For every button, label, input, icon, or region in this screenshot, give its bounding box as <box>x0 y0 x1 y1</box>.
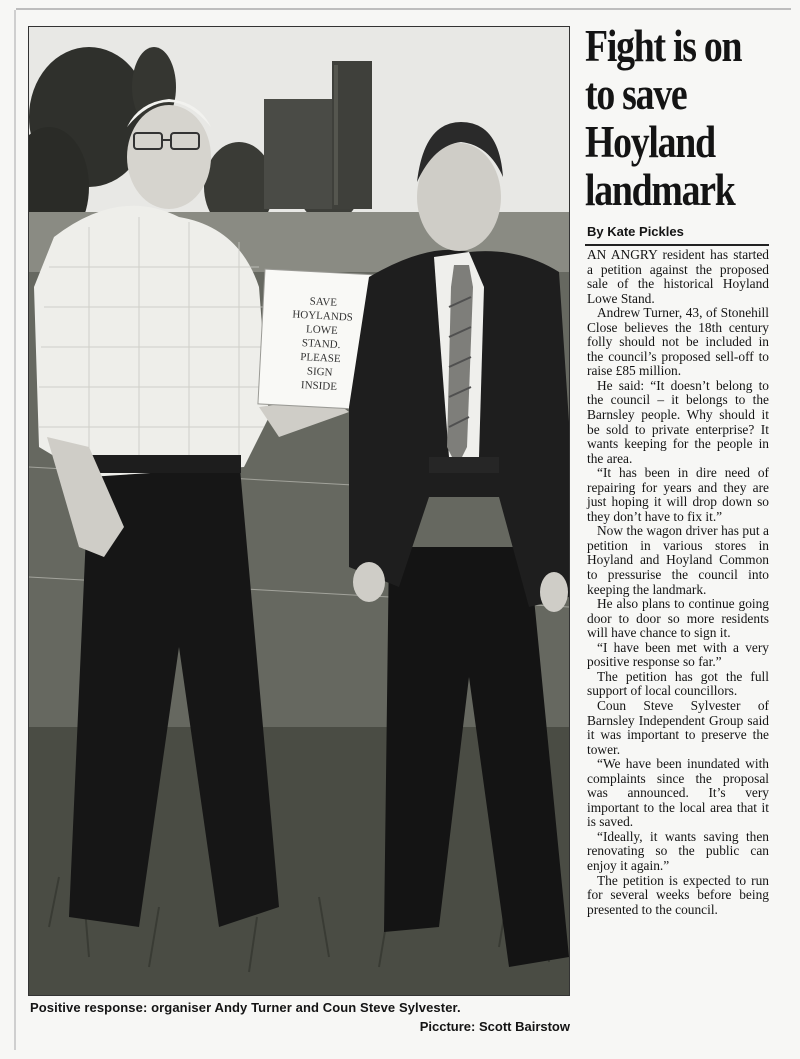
headline-line: Hoyland <box>585 117 715 167</box>
sign-text-line: INSIDE <box>300 379 338 393</box>
sign-text-line: STAND. <box>301 337 341 352</box>
photo-credit: Piccture: Scott Bairstow <box>419 1019 570 1034</box>
clipping-edge-left <box>14 10 16 1050</box>
article-paragraph: Now the wagon driver has put a petition in various stores in Hoyland and Hoyland Common to pressurise the council into keeping the landmark. <box>587 523 769 597</box>
sign-text-line: HOYLANDS <box>292 308 354 324</box>
article-paragraph: “Ideally, it wants saving then renovating so the public can enjoy it again.” <box>587 828 769 873</box>
article-paragraph: The petition has got the full support of local councillors. <box>587 668 769 699</box>
headline-line: to save <box>585 69 687 119</box>
article-paragraph: He said: “It doesn’t belong to the council – it belongs to the Barnsley people. Why should it be sold to private enterprise? It wants keeping for the people in the area. <box>587 377 769 466</box>
headline-line: landmark <box>585 165 735 215</box>
news-photo <box>28 26 570 996</box>
byline: By Kate Pickles <box>587 224 684 239</box>
article-paragraph: AN ANGRY resident has started a petition against the proposed sale of the historical Hoyland Lowe Stand. <box>587 247 769 306</box>
article-paragraph: “We have been inundated with complaints since the proposal was announced. It’s very important to the local area that it is saved. <box>587 756 769 830</box>
article-paragraph: Coun Steve Sylvester of Barnsley Independent Group said it was important to preserve the tower. <box>587 697 769 757</box>
sign-text-line: SIGN <box>306 365 333 379</box>
photo-illustration <box>29 27 569 995</box>
sign-text-line: LOWE <box>305 323 339 337</box>
article-paragraph: He also plans to continue going door to door so more residents will have chance to sign it. <box>587 596 769 641</box>
article-paragraph: “It has been in dire need of repairing for years and they are just hoping it will drop down so they don’t have to fix it.” <box>587 465 769 524</box>
byline-rule <box>585 244 769 246</box>
caption-text: Positive response: organiser Andy Turner and Coun Steve Sylvester. <box>30 1000 461 1015</box>
clipping-edge-top <box>16 8 791 10</box>
headline-line: Fight is on <box>585 21 742 71</box>
headline <box>585 22 753 214</box>
article-paragraph: “I have been met with a very positive response so far.” <box>587 639 769 670</box>
article-paragraph: The petition is expected to run for several weeks before being presented to the council. <box>587 872 769 917</box>
article-body <box>587 248 769 917</box>
sign-text-line: PLEASE <box>299 351 341 366</box>
article-paragraph: Andrew Turner, 43, of Stonehill Close believes the 18th century folly should not be included in the council’s proposed sell-off to raise £85 million. <box>587 305 769 379</box>
sign-text-line: SAVE <box>309 295 338 309</box>
